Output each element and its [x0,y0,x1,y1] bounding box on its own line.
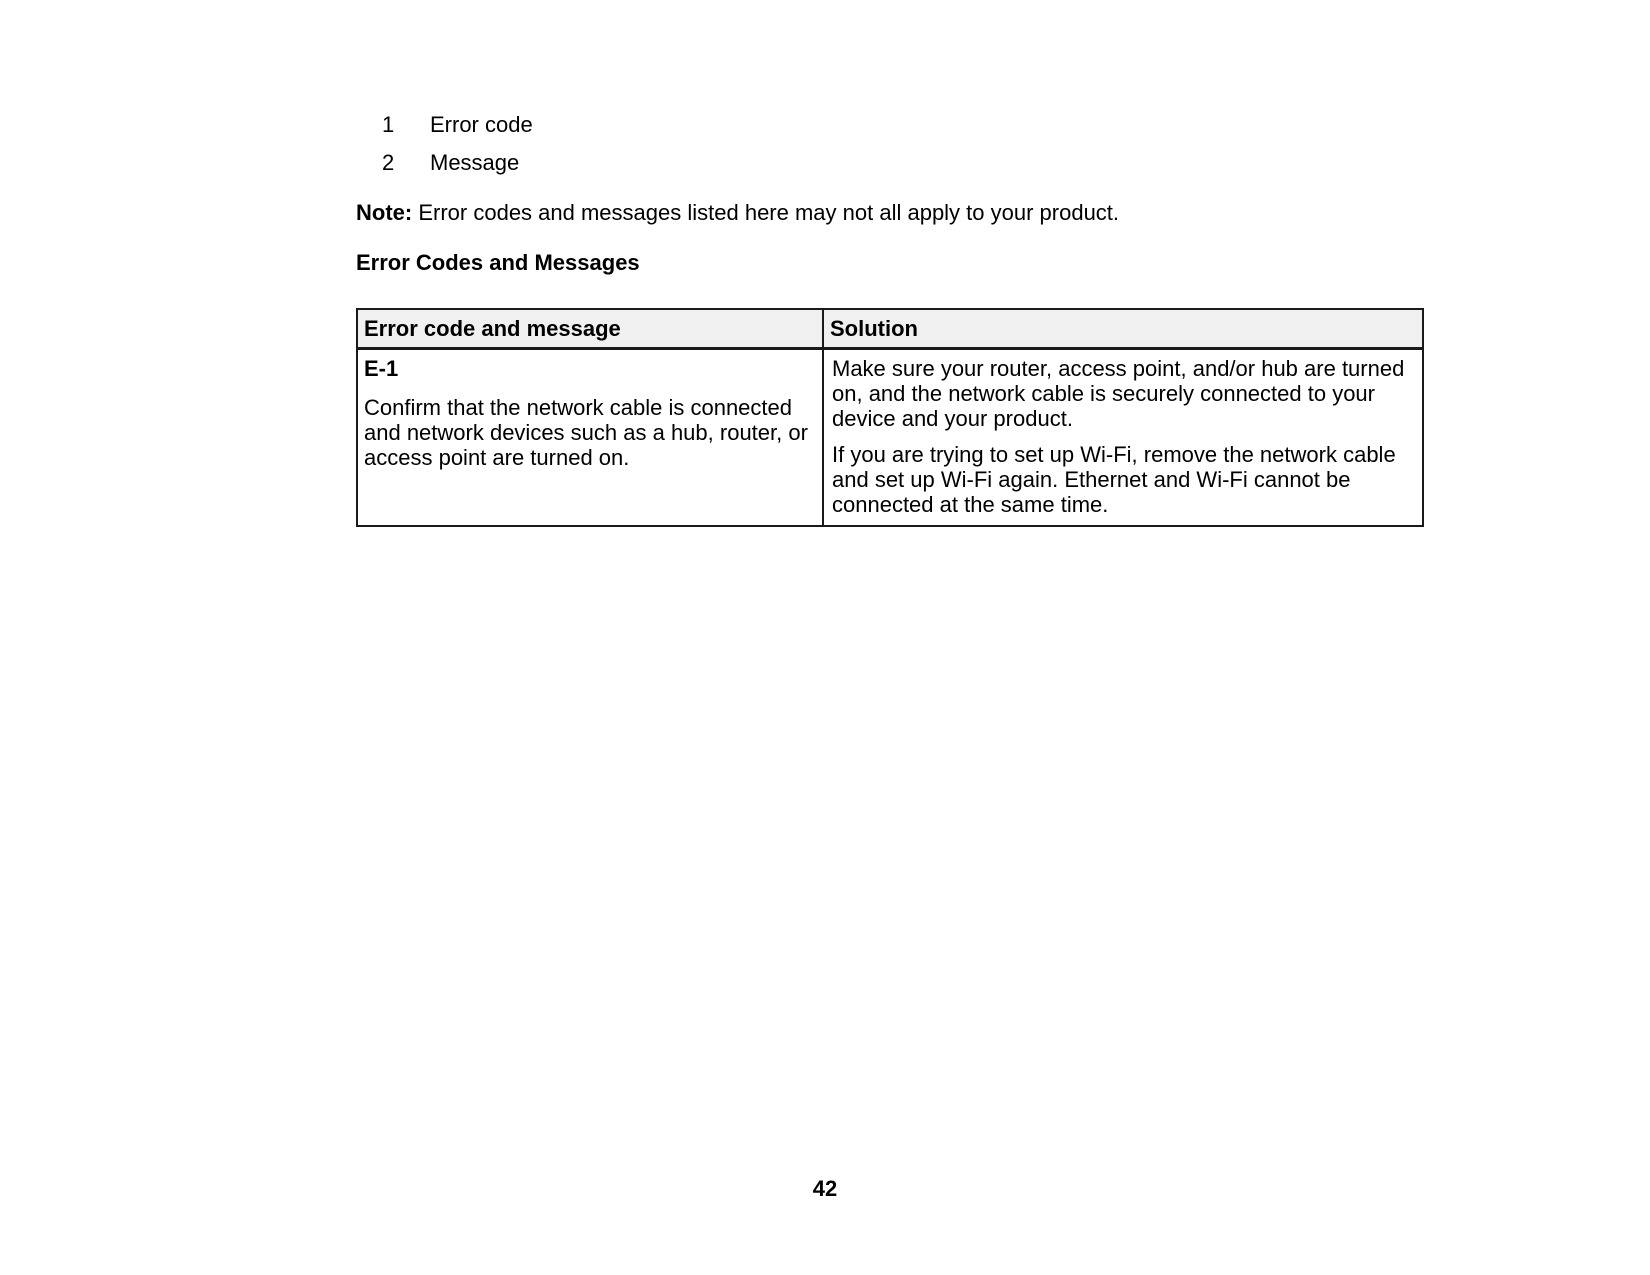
error-message: Confirm that the network cable is connected and network devices such as a hub, router, or access point are turned on. [364,395,808,470]
legend-item [356,112,533,137]
error-code: E-1 [364,356,399,381]
table-header-row [357,309,1423,349]
solution-paragraph: If you are trying to set up Wi-Fi, remove the network cable and set up Wi-Fi again. Ethernet and Wi-Fi cannot be connected at the same time. [832,442,1396,517]
legend-item [356,150,533,175]
column-header-error-code: Error code and message [357,309,823,349]
solution-paragraph: Make sure your router, access point, and/or hub are turned on, and the network cable is securely connected to your device and your product. [832,356,1405,431]
page-number: 42 [812,1176,838,1201]
callout-legend [356,112,533,188]
error-codes-table [356,308,1424,527]
error-code-cell [357,349,823,527]
section-heading: Error Codes and Messages [356,250,640,275]
legend-item-label: Error code [430,112,533,137]
column-header-solution: Solution [823,309,1423,349]
note-text: Error codes and messages listed here may not all apply to your product. [418,200,1120,225]
legend-item-label: Message [430,150,520,175]
legend-item-number: 1 [382,112,395,137]
table-row [357,349,1423,527]
note-paragraph [356,200,1119,226]
legend-item-number: 2 [382,150,395,175]
note-label: Note: [356,200,413,225]
solution-cell [823,349,1423,527]
